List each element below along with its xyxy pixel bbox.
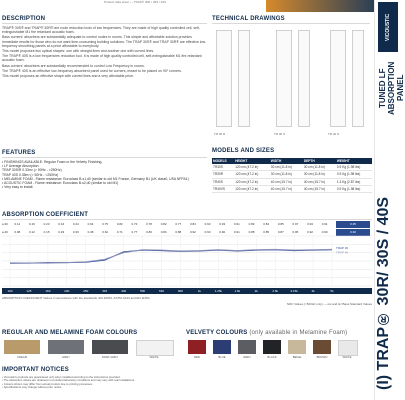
cell: 1.3 Kg (2.87 lbs) (336, 178, 372, 185)
absorption-cell: 0.88 (248, 230, 255, 234)
row-label: a.40 (2, 230, 8, 234)
description-p1: TRAP® 30S® and TRAP® 30R® are node reduction tools of low frequencies. They are made of high quality controlled cell, self-extinguishable M1 fire retardant acoustic foam. (2, 26, 200, 35)
header-banner (266, 0, 374, 12)
series-label-1: TRAP 30 (336, 245, 349, 250)
colour-swatch-label: BROWN (316, 355, 328, 359)
absorption-note-right: NRC Values (>500Hz only) — αw and Hz Bass Standard Values (286, 302, 372, 306)
absorption-cell: 0.44 (72, 222, 79, 226)
description-p6: The TRAP® 40S is an effective low-frequency absorbent panel used for corners, meant to be placed on 90º corners. (2, 68, 182, 73)
panel-drawing (276, 30, 292, 127)
absorption-cell: 0.93 (307, 222, 313, 226)
cell: 30 cm (11.8 in) (270, 164, 303, 171)
absorption-cell: 0.15 (43, 230, 50, 234)
features-rule (2, 157, 207, 158)
absorption-cell: 0.62 (102, 230, 109, 234)
absorption-cell: 0.23 (43, 222, 50, 226)
feature-item: TRAP 30S/R 0.33m² (> 50Hz - <250Hz) (2, 168, 62, 173)
absorption-cell: 0.12 (29, 230, 35, 234)
cell: 120 cm (47.2 in) (234, 178, 270, 185)
cell: 40 cm (15.7 in) (303, 178, 336, 185)
table-row (212, 171, 372, 178)
absorption-cell: 0.71 (116, 230, 123, 234)
description-p5: Bass corners' absorbers are substantially recommended to control Low Frequency in rooms. (2, 63, 145, 68)
colour-swatch (136, 340, 174, 356)
absorption-cell: 0.93 (204, 230, 211, 234)
regular-colours-title: REGULAR AND MELAMINE FOAM COLOURS (2, 330, 138, 336)
absorption-cell: 0.16 (29, 222, 35, 226)
cell: 0.9 Kg (1.98 lbs) (336, 171, 372, 178)
feature-item: TRAP 40S 0.35m² (> 50Hz - <250Hz) (2, 172, 59, 177)
col-height: HEIGHT (234, 158, 270, 164)
features-title: FEATURES (2, 150, 36, 156)
velvety-note: (only available in Melamine Foam) (249, 330, 348, 336)
absorption-cell: 0.84 (263, 222, 270, 226)
absorption-note: ABSORPTION COEFFICIENT Values in accordance with the standards: EN 20354, ASTM C423 and EN 11654 (2, 296, 150, 300)
colour-swatch (4, 340, 40, 354)
absorption-cell: 0.93 (219, 222, 226, 226)
colour-swatch-label: BLACK (267, 355, 277, 359)
drawing-label: TR 40 S (328, 132, 340, 136)
table-row (212, 164, 372, 171)
absorption-row-40 (2, 229, 372, 236)
x-tick-label: 1.6k (234, 289, 241, 293)
feature-item: • FINISHINGS AVAILABLE: Regular Foam or the Velvety Finishing. (2, 160, 103, 164)
cell: 0.9 Kg (1.98 lbs) (336, 164, 372, 171)
absorption-cell: 0.93 (204, 222, 211, 226)
absorption-cell: 0.78 (146, 222, 152, 226)
velvety-title-text: VELVETY COLOURS (186, 330, 248, 336)
x-tick-label: 2k (254, 289, 258, 293)
notices-title: IMPORTANT NOTICES (2, 367, 69, 373)
cell: TR30R (212, 171, 234, 178)
cell: 30 cm (11.8 in) (270, 171, 303, 178)
absorption-cell: 0.29 (58, 230, 65, 234)
cell: 30 cm (11.8 in) (303, 164, 336, 171)
absorption-cell: 0.85 (277, 222, 284, 226)
notice-line: • Colours shown may differ from actual product due to printing processes. (2, 381, 93, 386)
absorption-cell: 0.73 (131, 222, 138, 226)
absorption-summary: 0.30 (336, 229, 370, 236)
description-text (2, 26, 207, 79)
notice-line: • Vicoustic's products are guaranteed only when installed according to the instructions provided. (2, 375, 121, 379)
notices-list (2, 376, 372, 390)
col-depth: DEPTH (303, 158, 336, 164)
description-p3: This model proposes two optical shapes: one with straight lines and another one with curved lines. (2, 49, 155, 54)
colour-swatch (48, 340, 84, 354)
description-p2: Bass corners' absorbers are substantially adequate to control nodes in rooms. This simple and affordable solution provides immediate results for those who do not want time-consuming building solutions. The TRAP 30S® and TRAP 30R® are effective low-frequency smoothing panels at a price affordable to everybody. (2, 35, 207, 48)
absorption-cell: 0.80 (146, 230, 152, 234)
absorption-cell: 0.91 (233, 230, 240, 234)
x-tick-label: 500 (140, 289, 146, 293)
absorption-cell: 0.64 (87, 222, 94, 226)
cell: 120 cm (47.2 in) (234, 185, 270, 192)
absorption-cell: 0.91 (321, 222, 328, 226)
cell: 120 cm (47.2 in) (234, 164, 270, 171)
vertical-product-name: (I) TRAP® 30R/ 30S / 40S (375, 196, 392, 390)
absorption-cell: 0.91 (233, 222, 240, 226)
x-tick-label: 160 (45, 289, 51, 293)
colour-swatch-label: RED (194, 355, 200, 359)
table-row (212, 178, 372, 185)
absorption-cell: 0.48 (87, 230, 94, 234)
absorption-chart (2, 236, 372, 286)
absorption-cell: 0.82 (116, 222, 123, 226)
absorption-summary: 0.35 (336, 221, 370, 228)
panel-drawing (216, 30, 232, 127)
x-tick-label: 315 (102, 289, 108, 293)
x-tick-label: 5k (330, 289, 334, 293)
absorption-rule (2, 219, 372, 220)
absorption-cell: 0.92 (307, 230, 313, 234)
table-row (212, 185, 372, 192)
absorption-cell: 0.95 (292, 230, 299, 234)
top-hint: Product data sheet — TRAP® 30R / 30S / 40S (104, 0, 167, 4)
absorption-cell: 0.77 (175, 222, 182, 226)
drawing-label: TR 30 S (274, 132, 286, 136)
colour-swatch (238, 340, 256, 354)
x-tick-label: 3.15k (290, 289, 298, 293)
cell: TR40VS (212, 185, 234, 192)
cell: 120 cm (47.2 in) (234, 171, 270, 178)
panel-drawing (298, 30, 310, 127)
notice-line: • The absorption values are obtained in controlled laboratory conditions and may vary with real installations. (2, 378, 135, 383)
x-tick-label: 2.5k (272, 289, 278, 293)
vertical-title: TUNED LF ABSORPTION PANEL (378, 61, 405, 115)
absorption-title: ABSORPTION COEFFICIENT (2, 212, 89, 218)
col-weight: WEIGHT (336, 158, 372, 164)
cell: TR30S (212, 164, 234, 171)
colour-swatch (313, 340, 331, 354)
absorption-cell: 0.39 (72, 230, 79, 234)
absorption-cell: 0.88 (175, 230, 182, 234)
brand-logo: VICOUSTIC (378, 2, 398, 52)
cell: 40 cm (15.7 in) (270, 185, 303, 192)
absorption-cell: 0.85 (263, 230, 270, 234)
cell: 40 cm (15.7 in) (270, 178, 303, 185)
x-tick-label: 400 (121, 289, 127, 293)
x-tick-label: 100 (7, 289, 13, 293)
cell: 40 cm (15.7 in) (303, 185, 336, 192)
notice-line: • Specifications may change without prior notice. (2, 385, 63, 390)
absorption-cell: 0.08 (14, 230, 21, 234)
x-tick-label: 4k (311, 289, 315, 293)
colour-swatch (288, 340, 306, 354)
feature-item: • ACOUSTIC FOAM - Flame resistance: Euroclass B-s2,d0 (similar to old M1) (2, 181, 119, 186)
panel-drawing (352, 30, 364, 127)
absorption-cell: 0.84 (190, 222, 196, 226)
panel-drawing (238, 30, 250, 127)
absorption-cell: 0.87 (277, 230, 284, 234)
series-label-2: TRAP 40 (336, 250, 349, 255)
feature-item: • Very easy to install. (2, 185, 34, 190)
colour-swatch (92, 340, 128, 354)
absorption-cell: 0.89 (248, 222, 255, 226)
colour-swatch-label: WHITE (342, 355, 352, 359)
description-title: DESCRIPTION (2, 16, 46, 22)
colour-swatch-label: WHITE (149, 355, 159, 359)
technical-drawings (212, 24, 370, 144)
absorption-cell: 0.92 (190, 230, 196, 234)
feature-item: • LF Average Absorption: (2, 164, 40, 169)
cell: 0.9 Kg (1.98 lbs) (336, 185, 372, 192)
absorption-cell: 0.97 (292, 222, 299, 226)
x-tick-label: 125 (26, 289, 32, 293)
colour-swatch (338, 340, 358, 356)
drawing-label: TR 30 R (214, 132, 226, 136)
technical-title: TECHNICAL DRAWINGS (212, 16, 285, 22)
colour-swatch-label: BEIGE (292, 355, 302, 359)
colour-swatch-label: CREAM (16, 355, 28, 359)
description-p4: The TRAP® 40S is a low frequencies reduction tool. It is made of high quality controlled cell, self-extinguishable M1 fire-retardant acoustic foam. (2, 54, 202, 63)
x-tick-label: 1k (197, 289, 201, 293)
velvety-colours-title (186, 330, 347, 336)
absorption-cell: 0.34 (58, 222, 65, 226)
colour-swatch-label: GREY (62, 355, 70, 359)
x-tick-label: 1.25k (214, 289, 223, 293)
absorption-cell: 0.90 (219, 230, 226, 234)
colour-swatch (263, 340, 281, 354)
cell: TR40S (212, 178, 234, 185)
models-title: MODELS AND SIZES (212, 148, 275, 154)
colour-swatch-label: DARK GREY (101, 355, 119, 359)
x-tick-label: 200 (64, 289, 70, 293)
x-tick-label: 250 (83, 289, 89, 293)
panel-drawing (330, 30, 346, 127)
absorption-cell: 0.77 (131, 230, 138, 234)
absorption-cell: 0.75 (102, 222, 109, 226)
absorption-row-30 (2, 221, 372, 228)
colour-swatch-label: BLUE (218, 355, 226, 359)
description-rule (2, 23, 207, 24)
cell: 30 cm (11.8 in) (303, 171, 336, 178)
colour-swatch (213, 340, 231, 354)
absorption-cell: 0.90 (321, 230, 328, 234)
colour-swatch (188, 340, 206, 354)
col-width: WIDTH (270, 158, 303, 164)
description-p7: This model proposes an effective shape with curved lines and a very affordable price. (2, 74, 134, 79)
feature-item: • MELAMINE FOAM - Flame resistance: Euroclass B-s1,d0 (similar to old M1 France, Germany B1 (UK class0, USA NFPA1) (2, 176, 189, 181)
row-label: a.30 (2, 222, 8, 226)
colour-swatch-label: GREY (243, 355, 251, 359)
features-list (2, 160, 207, 189)
models-table (212, 158, 372, 193)
absorption-cell: 0.11 (14, 222, 21, 226)
absorption-cell: 0.84 (160, 230, 167, 234)
frequency-axis (2, 288, 372, 294)
x-tick-label: 800 (177, 289, 183, 293)
col-models: MODELS (212, 158, 234, 164)
x-tick-label: 630 (159, 289, 165, 293)
absorption-cell: 0.82 (160, 222, 167, 226)
